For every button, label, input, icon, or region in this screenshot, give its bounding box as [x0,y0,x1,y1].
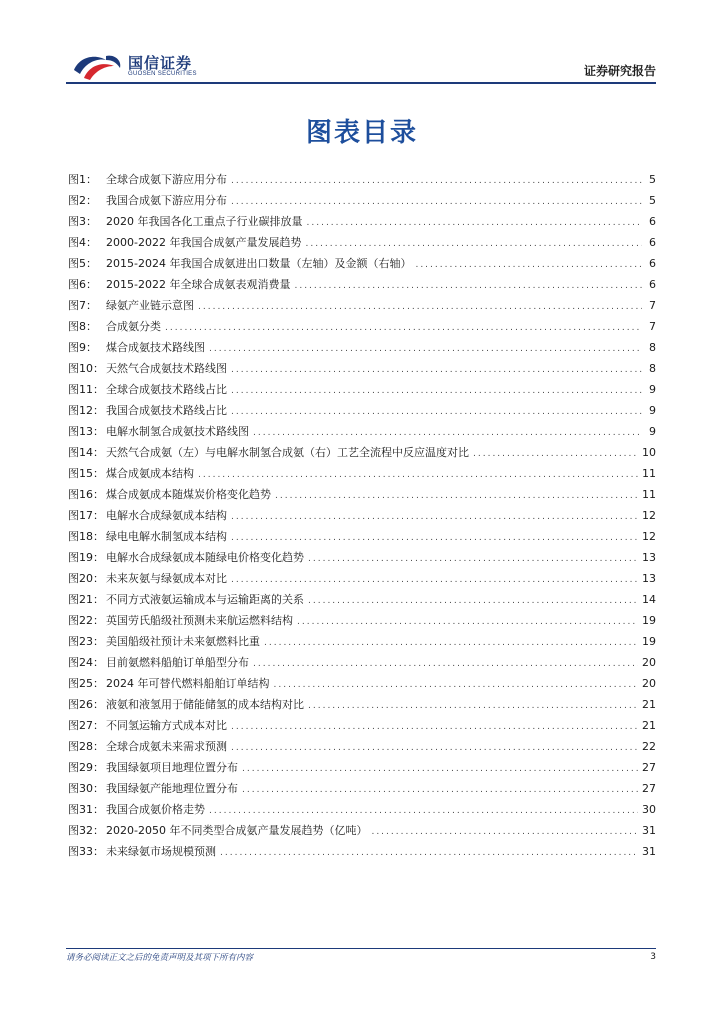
toc-page-number[interactable]: 27 [642,782,656,795]
toc-entry[interactable] [68,379,656,400]
toc-dot-leader [308,696,638,717]
toc-figure-title[interactable]: 煤合成氨成本随煤炭价格变化趋势 [106,488,271,501]
toc-dot-leader [253,423,642,444]
toc-entry[interactable] [68,463,656,484]
toc-page-number[interactable]: 20 [642,656,656,669]
toc-figure-title[interactable]: 绿电电解水制氢成本结构 [106,530,227,543]
toc-page-number[interactable]: 7 [649,320,656,333]
toc-dot-leader [231,570,638,591]
toc-figure-label: 图10： [68,362,104,375]
toc-dot-leader [231,171,642,192]
toc-page-number[interactable]: 19 [642,614,656,627]
toc-figure-title[interactable]: 绿氨产业链示意图 [106,299,194,312]
toc-entry[interactable] [68,547,656,568]
toc-figure-label: 图22： [68,614,104,627]
toc-dot-leader [307,213,643,234]
toc-page-number[interactable]: 14 [642,593,656,606]
toc-figure-label: 图5： [68,257,97,270]
toc-entry[interactable] [68,337,656,358]
toc-figure-title[interactable]: 电解水合成绿氨成本结构 [106,509,227,522]
toc-dot-leader [308,549,638,570]
guosen-logo-mark-icon [70,50,124,82]
toc-figure-title[interactable]: 全球合成氨技术路线占比 [106,383,227,396]
toc-dot-leader [242,780,638,801]
page-header [66,50,656,84]
toc-figure-label: 图32： [68,824,104,837]
toc-figure-title[interactable]: 2000-2022 年我国合成氨产量发展趋势 [106,236,302,249]
toc-entry[interactable] [68,169,656,190]
toc-page-number[interactable]: 9 [649,383,656,396]
toc-figure-label: 图30： [68,782,104,795]
toc-page-number[interactable]: 12 [642,509,656,522]
toc-figure-title[interactable]: 我国绿氨项目地理位置分布 [106,761,238,774]
toc-entry[interactable] [68,211,656,232]
toc-page-number[interactable]: 9 [649,404,656,417]
toc-dot-leader [198,297,642,318]
toc-page-number[interactable]: 8 [649,341,656,354]
toc-figure-title[interactable]: 目前氨燃料船舶订单船型分布 [106,656,249,669]
toc-entry[interactable] [68,736,656,757]
toc-dot-leader [305,234,642,255]
toc-dot-leader [297,612,638,633]
toc-dot-leader [231,528,638,549]
toc-entry[interactable] [68,799,656,820]
toc-page-number[interactable]: 19 [642,635,656,648]
toc-figure-title[interactable]: 2024 年可替代燃料船舶订单结构 [106,677,270,690]
toc-entry[interactable] [68,568,656,589]
toc-dot-leader [242,759,638,780]
toc-figure-title[interactable]: 未来灰氨与绿氨成本对比 [106,572,227,585]
toc-figure-label: 图20： [68,572,104,585]
toc-page-number[interactable]: 31 [642,824,656,837]
toc-figure-title[interactable]: 不同方式液氨运输成本与运输距离的关系 [106,593,304,606]
toc-page-number[interactable]: 5 [649,173,656,186]
toc-dot-leader [231,717,638,738]
toc-dot-leader [231,381,642,402]
toc-page-number[interactable]: 21 [642,698,656,711]
toc-figure-title[interactable]: 全球合成氨下游应用分布 [106,173,227,186]
toc-dot-leader [231,192,642,213]
toc-dot-leader [165,318,642,339]
toc-page-number[interactable]: 20 [642,677,656,690]
toc-entry[interactable] [68,673,656,694]
toc-figure-label: 图14： [68,446,104,459]
toc-entry[interactable] [68,253,656,274]
footer-divider [66,948,656,949]
toc-figure-label: 图6： [68,278,97,291]
toc-dot-leader [371,822,638,843]
logo-chinese-name: 国信证券 [128,54,193,72]
toc-figure-title[interactable]: 我国合成氨价格走势 [106,803,205,816]
toc-dot-leader [231,402,642,423]
toc-entry[interactable] [68,820,656,841]
toc-entry[interactable] [68,484,656,505]
toc-page-number[interactable]: 13 [642,551,656,564]
toc-dot-leader [231,507,638,528]
toc-dot-leader [253,654,638,675]
toc-figure-title[interactable]: 液氨和液氢用于储能储氢的成本结构对比 [106,698,304,711]
toc-page-number[interactable]: 22 [642,740,656,753]
toc-figure-title[interactable]: 电解水制氢合成氨技术路线图 [106,425,249,438]
toc-dot-leader [308,591,638,612]
toc-page-number[interactable]: 27 [642,761,656,774]
toc-entry[interactable] [68,295,656,316]
toc-figure-title[interactable]: 不同氢运输方式成本对比 [106,719,227,732]
toc-dot-leader [275,486,638,507]
toc-dot-leader [231,360,642,381]
toc-entry[interactable] [68,316,656,337]
toc-page-number[interactable]: 6 [649,215,656,228]
toc-page-number[interactable]: 6 [649,278,656,291]
toc-entry[interactable] [68,757,656,778]
toc-figure-label: 图8： [68,320,97,333]
toc-figure-title[interactable]: 2020 年我国各化工重点子行业碳排放量 [106,215,303,228]
toc-figure-title[interactable]: 天然气合成氨（左）与电解水制氢合成氨（右）工艺全流程中反应温度对比 [106,446,469,459]
toc-entry[interactable] [68,778,656,799]
toc-page-number[interactable]: 6 [649,236,656,249]
toc-figure-title[interactable]: 2015-2022 年全球合成氨表观消费量 [106,278,291,291]
toc-page-number[interactable]: 9 [649,425,656,438]
header-divider [66,82,656,84]
figure-list [68,169,656,862]
toc-figure-title[interactable]: 我国绿氨产能地理位置分布 [106,782,238,795]
toc-page-number[interactable]: 10 [642,446,656,459]
toc-figure-label: 图33： [68,845,104,858]
toc-figure-label: 图25： [68,677,104,690]
toc-entry[interactable] [68,652,656,673]
toc-figure-label: 图2： [68,194,97,207]
toc-figure-label: 图21： [68,593,104,606]
page-title: 图表目录 [305,118,418,148]
toc-figure-label: 图26： [68,698,104,711]
toc-figure-title[interactable]: 我国合成氨下游应用分布 [106,194,227,207]
toc-figure-label: 图31： [68,803,104,816]
toc-figure-label: 图23： [68,635,104,648]
toc-page-number[interactable]: 30 [642,803,656,816]
toc-entry[interactable] [68,505,656,526]
report-type-label: 证券研究报告 [583,64,656,78]
toc-page-number[interactable]: 11 [642,488,656,501]
toc-figure-label: 图4： [68,236,97,249]
page-number: 3 [650,952,656,962]
toc-entry[interactable] [68,442,656,463]
toc-page-number[interactable]: 11 [642,467,656,480]
toc-dot-leader [209,339,642,360]
toc-dot-leader [274,675,639,696]
toc-figure-title[interactable]: 煤合成氨成本结构 [106,467,194,480]
toc-figure-title[interactable]: 未来绿氨市场规模预测 [106,845,216,858]
toc-figure-title[interactable]: 我国合成氨技术路线占比 [106,404,227,417]
toc-figure-title[interactable]: 英国劳氏船级社预测未来航运燃料结构 [106,614,293,627]
toc-entry[interactable] [68,610,656,631]
toc-entry[interactable] [68,589,656,610]
toc-figure-label: 图13： [68,425,104,438]
toc-figure-label: 图24： [68,656,104,669]
toc-entry[interactable] [68,400,656,421]
toc-figure-label: 图11： [68,383,104,396]
toc-entry[interactable] [68,190,656,211]
footer-disclaimer: 请务必阅读正文之后的免责声明及其项下所有内容 [66,953,254,963]
toc-figure-label: 图15： [68,467,104,480]
toc-figure-title[interactable]: 煤合成氨技术路线图 [106,341,205,354]
toc-page-number[interactable]: 5 [649,194,656,207]
toc-dot-leader [231,738,638,759]
toc-page-number[interactable]: 7 [649,299,656,312]
toc-figure-title[interactable]: 2015-2024 年我国合成氨进出口数量（左轴）及金额（右轴） [106,257,412,270]
toc-figure-label: 图19： [68,551,104,564]
toc-dot-leader [473,444,638,465]
toc-figure-title[interactable]: 合成氨分类 [106,320,161,333]
toc-figure-title[interactable]: 电解水合成绿氨成本随绿电价格变化趋势 [106,551,304,564]
guosen-logo [70,50,210,82]
toc-figure-label: 图1： [68,173,97,186]
toc-page-number[interactable]: 13 [642,572,656,585]
toc-page-number[interactable]: 21 [642,719,656,732]
toc-entry[interactable] [68,526,656,547]
toc-figure-title[interactable]: 全球合成氨未来需求预测 [106,740,227,753]
toc-figure-label: 图16： [68,488,104,501]
toc-dot-leader [209,801,638,822]
toc-dot-leader [198,465,638,486]
toc-figure-label: 图18： [68,530,104,543]
toc-figure-label: 图7： [68,299,97,312]
toc-figure-label: 图28： [68,740,104,753]
toc-dot-leader [294,276,642,297]
toc-entry[interactable] [68,358,656,379]
toc-dot-leader [415,255,642,276]
toc-dot-leader [220,843,638,864]
toc-figure-title[interactable]: 天然气合成氨技术路线图 [106,362,227,375]
toc-entry[interactable] [68,841,656,862]
toc-figure-label: 图27： [68,719,104,732]
toc-entry[interactable] [68,274,656,295]
toc-figure-label: 图3： [68,215,97,228]
toc-entry[interactable] [68,715,656,736]
toc-figure-label: 图12： [68,404,104,417]
toc-page-number[interactable]: 31 [642,845,656,858]
toc-entry[interactable] [68,631,656,652]
toc-entry[interactable] [68,694,656,715]
logo-english-name: GUOSEN SECURITIES [128,71,197,77]
toc-figure-title[interactable]: 美国船级社预计未来氨燃料比重 [106,635,260,648]
toc-entry[interactable] [68,421,656,442]
toc-page-number[interactable]: 12 [642,530,656,543]
toc-figure-title[interactable]: 2020-2050 年不同类型合成氨产量发展趋势（亿吨） [106,824,368,837]
toc-entry[interactable] [68,232,656,253]
toc-figure-label: 图29： [68,761,104,774]
toc-figure-label: 图17： [68,509,104,522]
toc-figure-label: 图9： [68,341,97,354]
toc-dot-leader [264,633,638,654]
toc-page-number[interactable]: 8 [649,362,656,375]
toc-page-number[interactable]: 6 [649,257,656,270]
